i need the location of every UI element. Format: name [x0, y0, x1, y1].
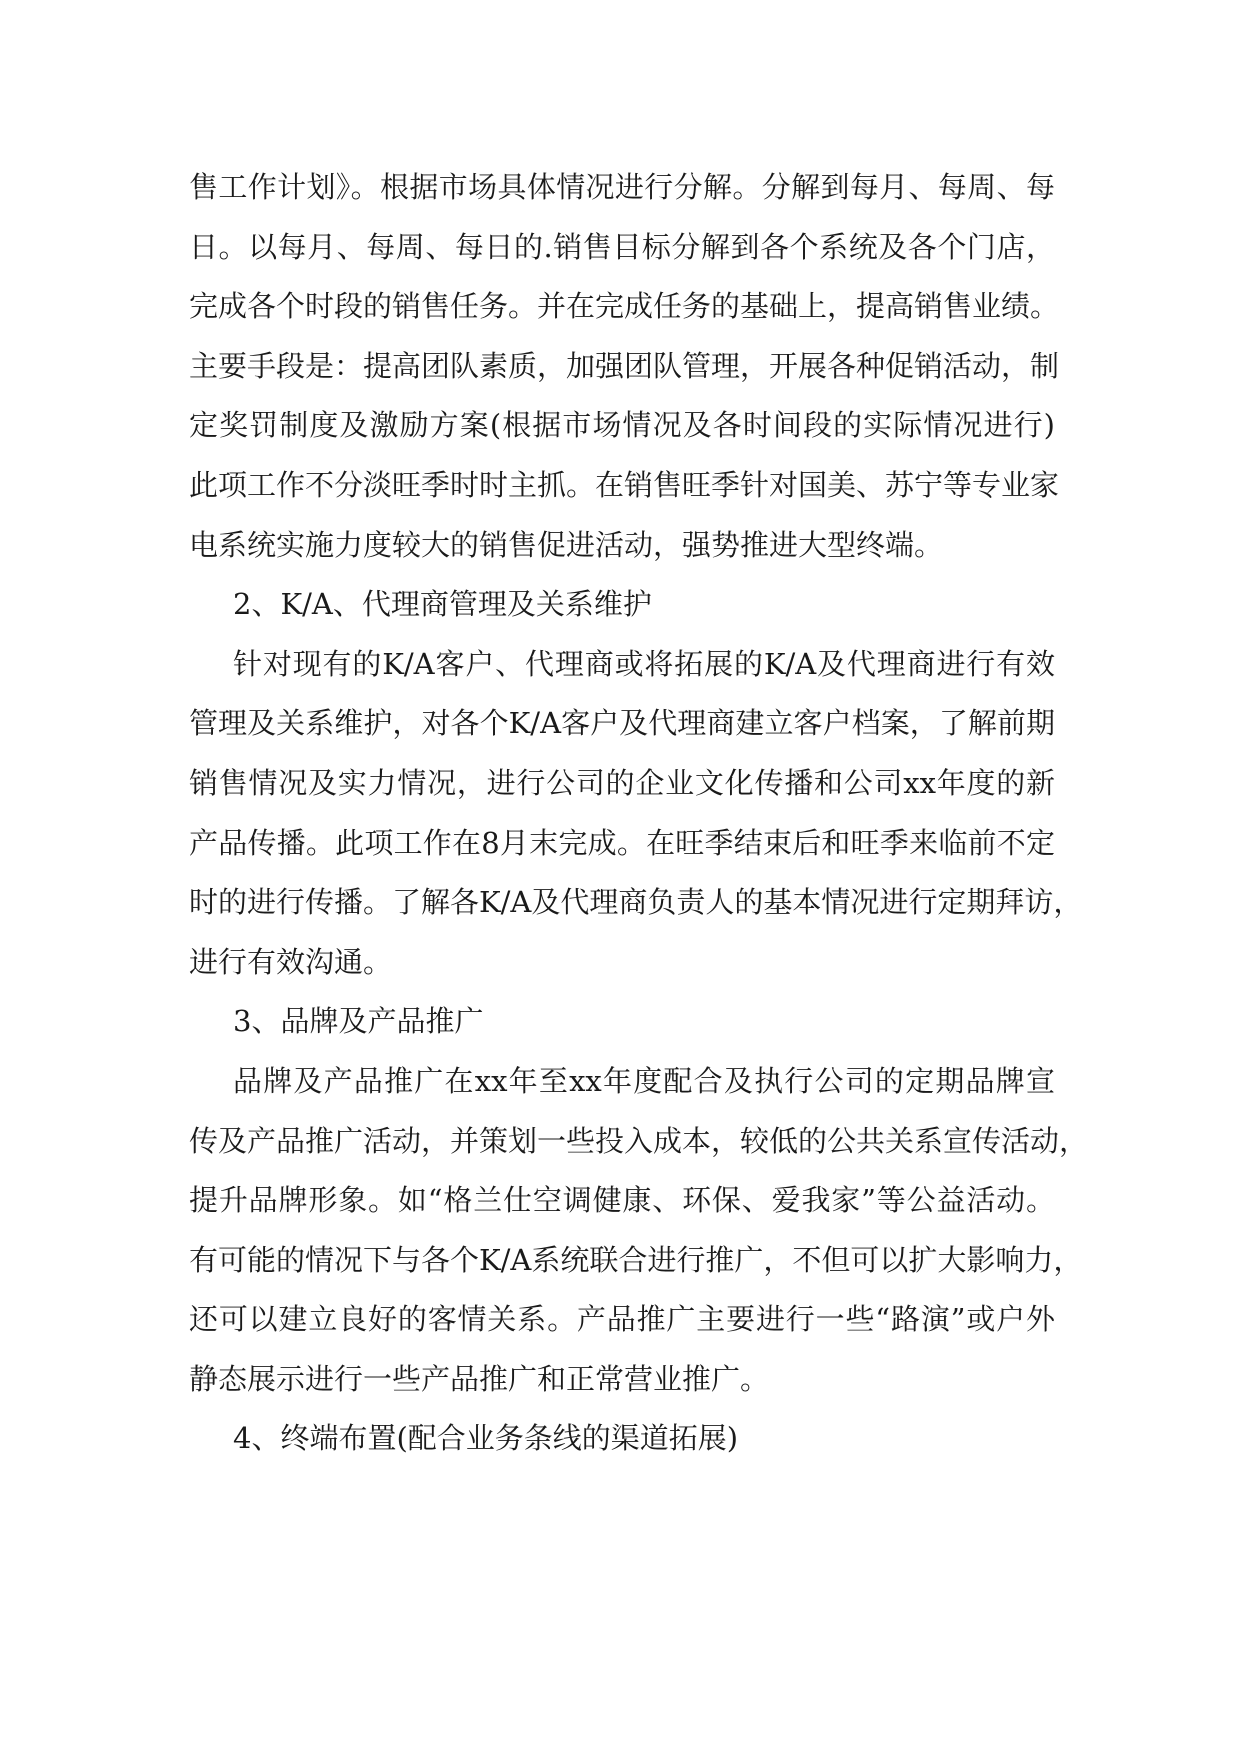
- paragraph-line: 产品传播。此项工作在8月末完成。在旺季结束后和旺季来临前不定: [189, 825, 1055, 860]
- paragraph-line: 日。以每月、每周、每日的.销售目标分解到各个系统及各个门店，: [189, 229, 1055, 264]
- paragraph-line: 管理及关系维护，对各个K/A客户及代理商建立客户档案，了解前期: [189, 706, 1055, 741]
- paragraph-line: 时的进行传播。了解各K/A及代理商负责人的基本情况进行定期拜访，: [189, 885, 1083, 920]
- paragraph-line: 有可能的情况下与各个K/A系统联合进行推广，不但可以扩大影响力，: [189, 1242, 1083, 1277]
- paragraph-line: 针对现有的K/A客户、代理商或将拓展的K/A及代理商进行有效: [233, 646, 1055, 681]
- paragraph-line: 提升品牌形象。如“格兰仕空调健康、环保、爱我家”等公益活动。: [189, 1183, 1055, 1218]
- paragraph-line: 传及产品推广活动，并策划一些投入成本，较低的公共关系宣传活动，: [189, 1123, 1089, 1158]
- paragraph-line: 售工作计划》。根据市场具体情况进行分解。分解到每月、每周、每: [189, 170, 1055, 204]
- section-heading: 2、K/A、代理商管理及关系维护: [233, 587, 652, 622]
- paragraph-line: 静态展示进行一些产品推广和正常营业推广。: [189, 1361, 770, 1396]
- paragraph-line: 此项工作不分淡旺季时时主抓。在销售旺季针对国美、苏宁等专业家: [189, 467, 1060, 502]
- section-heading: 4、终端布置(配合业务条线的渠道拓展): [233, 1421, 739, 1456]
- paragraph-line: 定奖罚制度及激励方案(根据市场情况及各时间段的实际情况进行): [189, 408, 1055, 443]
- paragraph-line: 进行有效沟通。: [189, 944, 393, 979]
- paragraph-line: 电系统实施力度较大的销售促进活动，强势推进大型终端。: [189, 527, 944, 562]
- document-body: [189, 158, 1089, 1469]
- paragraph-line: 还可以建立良好的客情关系。产品推广主要进行一些“路演”或户外: [189, 1302, 1055, 1337]
- paragraph-line: 品牌及产品推广在xx年至xx年度配合及执行公司的定期品牌宣: [233, 1063, 1055, 1098]
- paragraph-line: 主要手段是：提高团队素质，加强团队管理，开展各种促销活动，制: [189, 348, 1060, 383]
- section-heading: 3、品牌及产品推广: [233, 1004, 484, 1039]
- paragraph-line: 销售情况及实力情况，进行公司的企业文化传播和公司xx年度的新: [189, 765, 1055, 800]
- paragraph-line: 完成各个时段的销售任务。并在完成任务的基础上，提高销售业绩。: [189, 289, 1060, 324]
